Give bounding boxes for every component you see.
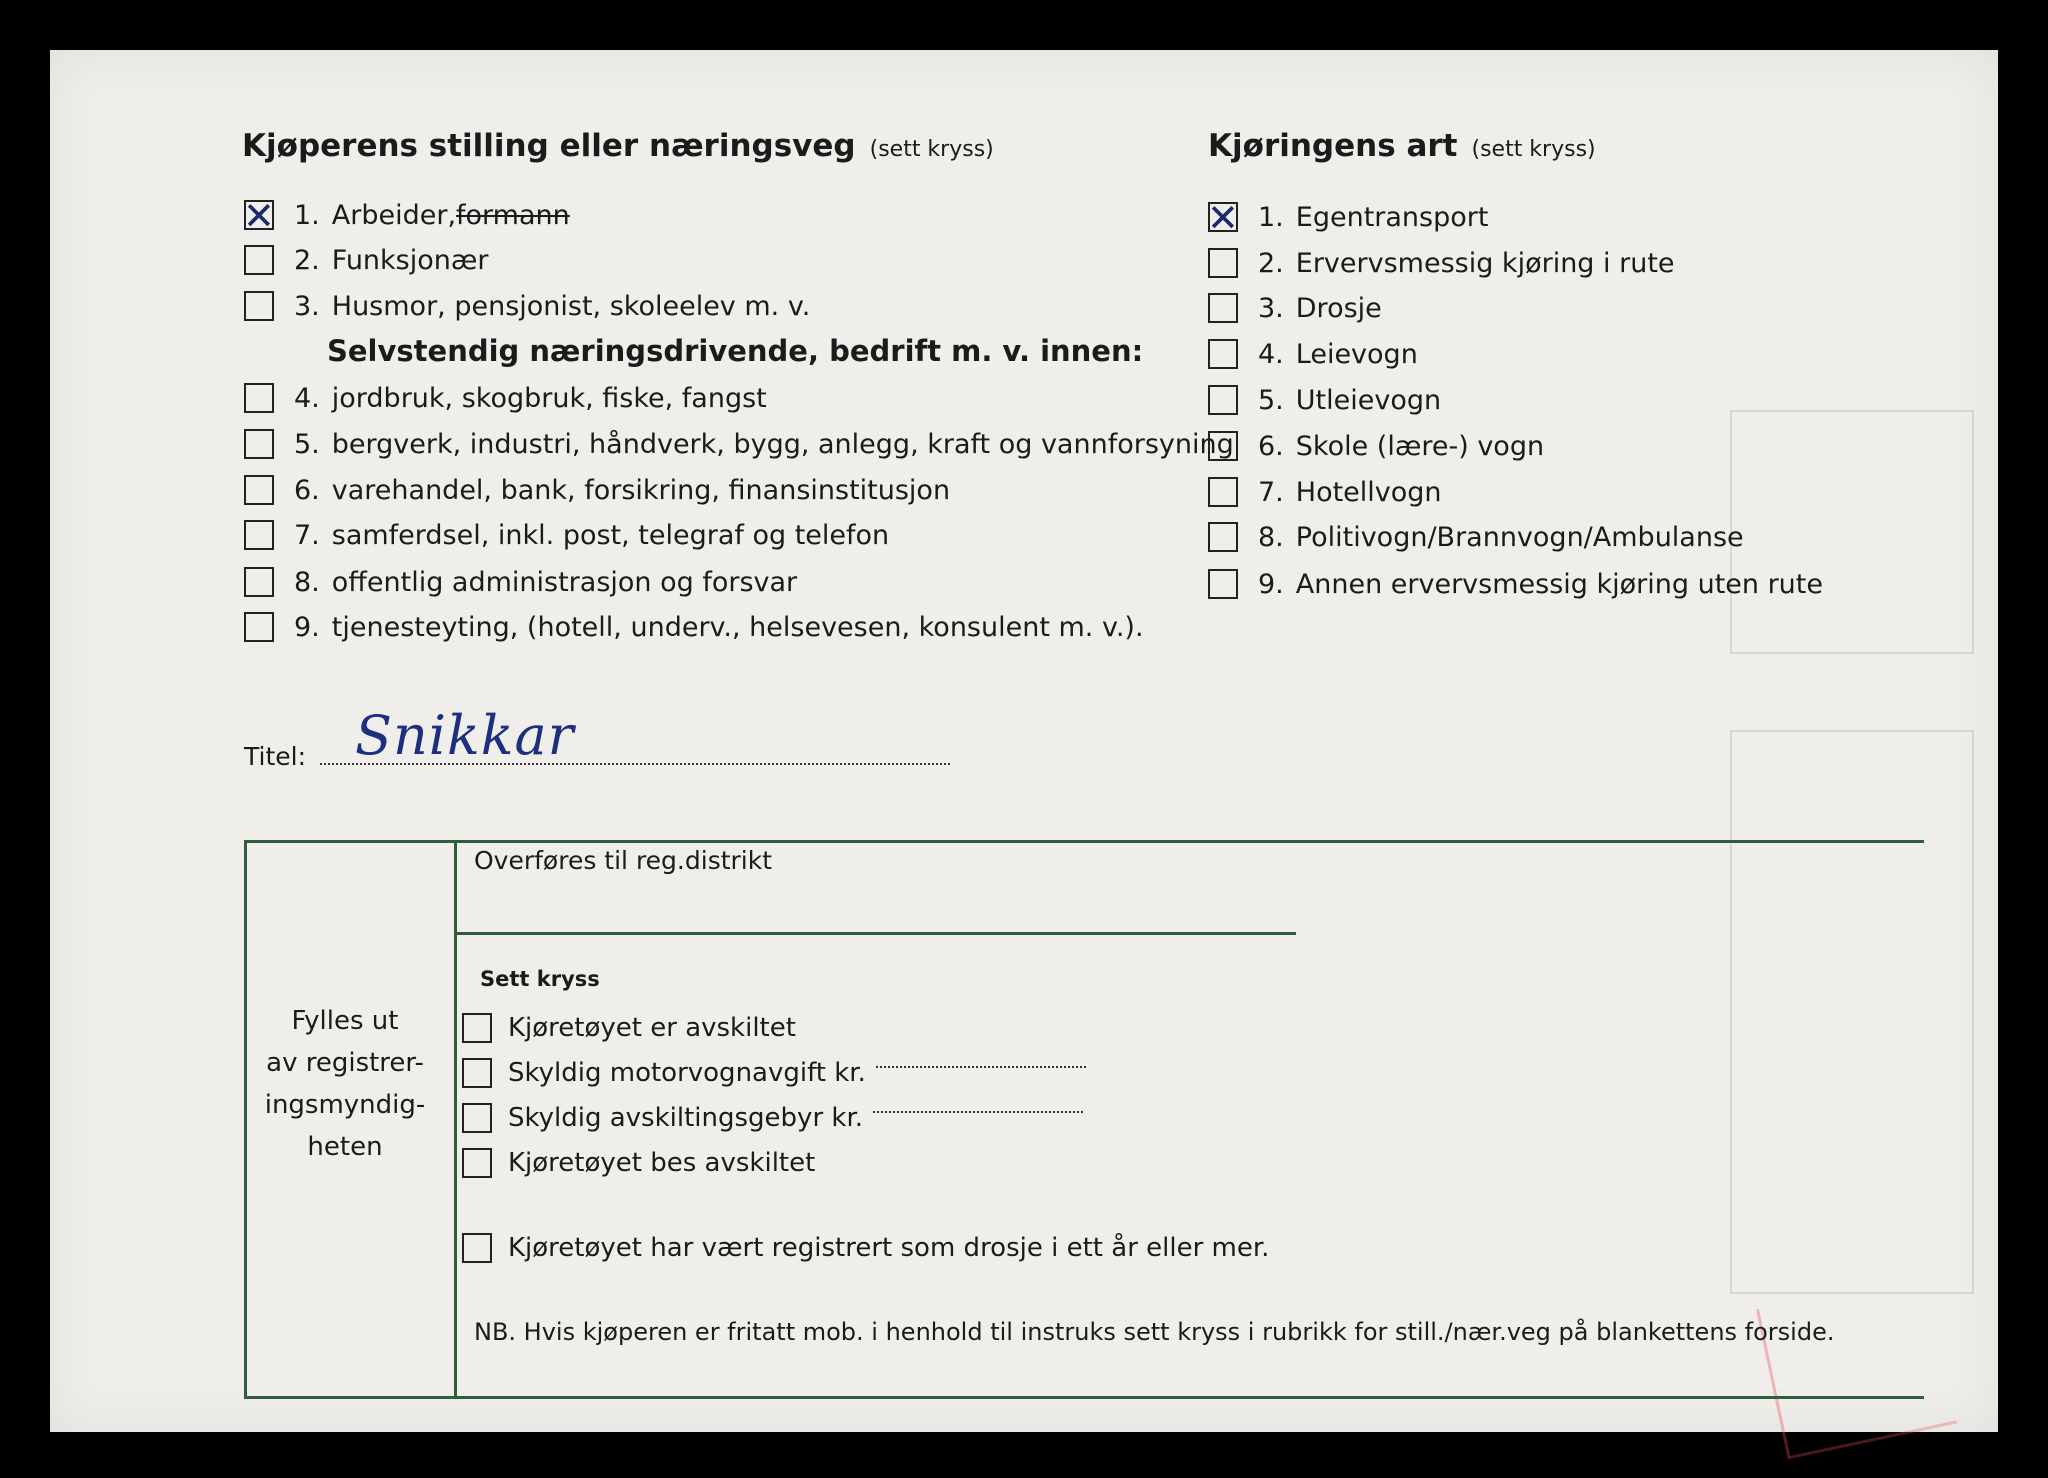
checkbox[interactable] — [1208, 339, 1238, 369]
reg-check-1[interactable]: Kjøretøyet er avskiltet — [462, 1010, 796, 1046]
registration-authority-label: Fylles ut av registrer- ingsmyndig- heten — [264, 1006, 426, 1162]
x-mark-icon: ✕ — [243, 194, 275, 238]
titel-label: Titel: — [244, 742, 306, 771]
transfer-underline — [456, 932, 1296, 935]
self-employed-subheading: Selvstendig næringsdrivende, bedrift m. v. innen: — [327, 334, 1144, 368]
checkbox[interactable] — [1208, 431, 1238, 461]
buyer-item-4[interactable]: 4. jordbruk, skogbruk, fiske, fangst — [244, 380, 767, 416]
checkbox[interactable] — [244, 567, 274, 597]
buyer-item-6[interactable]: 6. varehandel, bank, forsikring, finansinstitusjon — [244, 472, 950, 508]
reg-check-3[interactable]: Skyldig avskiltingsgebyr kr. — [462, 1100, 1083, 1136]
checkbox[interactable] — [244, 612, 274, 642]
struck-text: formann — [456, 199, 570, 231]
checkbox[interactable] — [244, 291, 274, 321]
checkbox[interactable] — [1208, 293, 1238, 323]
amount-field[interactable] — [876, 1066, 1086, 1068]
checkbox[interactable] — [462, 1103, 492, 1133]
reg-check-4[interactable]: Kjøretøyet bes avskiltet — [462, 1145, 815, 1181]
reg-check-2[interactable]: Skyldig motorvognavgift kr. — [462, 1055, 1086, 1091]
titel-handwritten-value: Snikkar — [355, 704, 575, 767]
checkbox[interactable] — [1208, 522, 1238, 552]
buyer-heading: Kjøperens stilling eller næringsveg (sett kryss) — [242, 128, 994, 164]
x-mark-icon: ✕ — [1207, 196, 1239, 240]
transfer-label: Overføres til reg.distrikt — [474, 846, 773, 875]
checkbox[interactable] — [1208, 477, 1238, 507]
checkbox[interactable] — [244, 429, 274, 459]
buyer-item-9[interactable]: 9. tjenesteyting, (hotell, underv., helsevesen, konsulent m. v.). — [244, 609, 1144, 645]
box-top-line — [244, 840, 1924, 843]
driving-item-4[interactable]: 4. Leievogn — [1208, 336, 1418, 372]
checkbox[interactable] — [1208, 569, 1238, 599]
checkbox[interactable] — [1208, 248, 1238, 278]
buyer-item-5[interactable]: 5. bergverk, industri, håndverk, bygg, anlegg, kraft og vannforsyning — [244, 426, 1234, 462]
buyer-item-8[interactable]: 8. offentlig administrasjon og forsvar — [244, 564, 797, 600]
driving-item-3[interactable]: 3. Drosje — [1208, 290, 1382, 326]
driving-heading: Kjøringens art (sett kryss) — [1208, 128, 1596, 164]
checkbox[interactable] — [244, 383, 274, 413]
driving-item-7[interactable]: 7. Hotellvogn — [1208, 474, 1442, 510]
checkbox[interactable] — [244, 245, 274, 275]
driving-item-8[interactable]: 8. Politivogn/Brannvogn/Ambulanse — [1208, 519, 1744, 555]
buyer-item-3[interactable]: 3. Husmor, pensjonist, skoleelev m. v. — [244, 288, 810, 324]
amount-field[interactable] — [873, 1111, 1083, 1113]
box-bottom-line — [244, 1396, 1924, 1399]
checkbox[interactable] — [462, 1058, 492, 1088]
driving-item-2[interactable]: 2. Ervervsmessig kjøring i rute — [1208, 245, 1675, 281]
driving-item-9[interactable]: 9. Annen ervervsmessig kjøring uten rute — [1208, 566, 1823, 602]
checkbox[interactable] — [462, 1013, 492, 1043]
drosje-check[interactable]: Kjøretøyet har vært registrert som drosje i ett år eller mer. — [462, 1230, 1269, 1266]
red-stain-mark — [1756, 1274, 1957, 1460]
buyer-item-7[interactable]: 7. samferdsel, inkl. post, telegraf og telefon — [244, 517, 889, 553]
checkbox[interactable] — [462, 1233, 492, 1263]
checkbox[interactable] — [244, 475, 274, 505]
bleed-through-box — [1730, 410, 1974, 654]
driving-item-1[interactable]: ✕ 1. Egentransport — [1207, 196, 1489, 240]
buyer-item-2[interactable]: 2. Funksjonær — [244, 242, 489, 278]
checkbox[interactable] — [244, 520, 274, 550]
driving-item-6[interactable]: 6. Skole (lære-) vogn — [1208, 428, 1544, 464]
box-divider-line — [454, 840, 457, 1396]
checkbox-checked[interactable] — [1207, 196, 1239, 240]
driving-item-5[interactable]: 5. Utleievogn — [1208, 382, 1441, 418]
checkbox-checked[interactable] — [243, 194, 275, 238]
nb-note: NB. Hvis kjøperen er fritatt mob. i henhold til instruks sett kryss i rubrikk for still./nær.veg på blankettens forside. — [474, 1318, 1835, 1346]
bleed-through-box-2 — [1730, 730, 1974, 1294]
checkbox[interactable] — [462, 1148, 492, 1178]
sett-kryss-label: Sett kryss — [480, 967, 600, 991]
checkbox[interactable] — [1208, 385, 1238, 415]
buyer-item-1[interactable]: ✕ 1. Arbeider, formann — [243, 194, 570, 238]
